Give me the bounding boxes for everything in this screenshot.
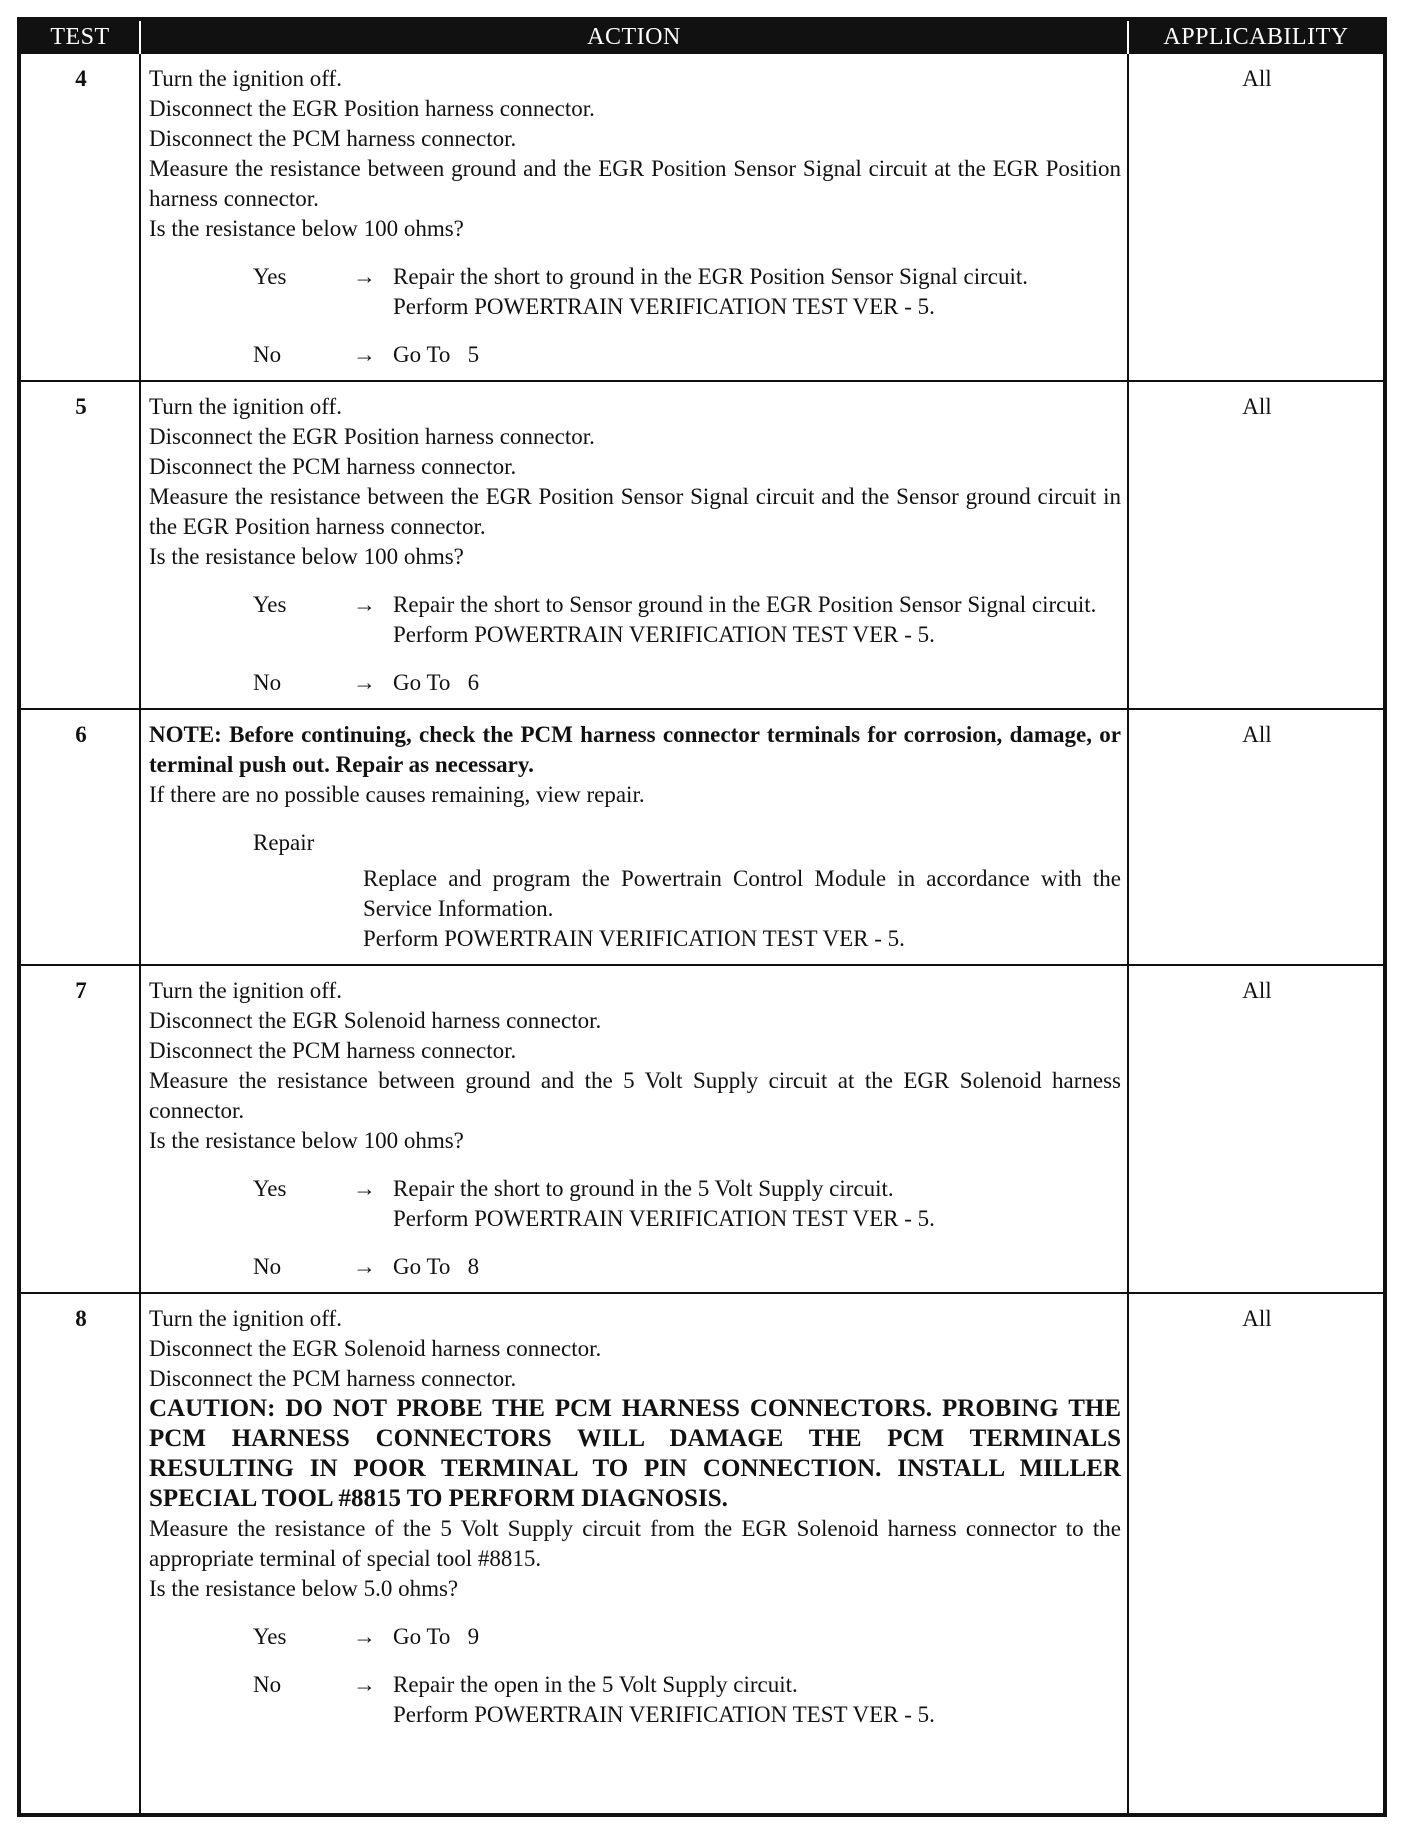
action-step: Turn the ignition off. bbox=[149, 394, 342, 419]
action-step: Turn the ignition off. bbox=[149, 978, 342, 1003]
applicability-cell: All bbox=[1128, 1293, 1383, 1813]
test-number: 6 bbox=[21, 709, 140, 965]
perform-verification: Perform POWERTRAIN VERIFICATION TEST VER - 5. bbox=[393, 1702, 935, 1727]
no-branch bbox=[149, 668, 1121, 698]
action-cell bbox=[140, 54, 1128, 381]
header-row bbox=[21, 21, 1383, 54]
arrow-icon: → bbox=[353, 264, 376, 289]
yes-action: Repair the short to ground in the 5 Volt Supply circuit. bbox=[393, 1176, 894, 1201]
yes-branch bbox=[149, 1174, 1121, 1234]
no-branch bbox=[149, 1252, 1121, 1282]
repair-action: Replace and program the Powertrain Control Module in accordance with the Service Information. bbox=[363, 866, 1121, 921]
action-step: Disconnect the EGR Solenoid harness connector. bbox=[149, 1008, 602, 1033]
action-cell bbox=[140, 381, 1128, 709]
yes-action: Repair the short to ground in the EGR Position Sensor Signal circuit. bbox=[393, 264, 1028, 289]
action-step: Disconnect the EGR Position harness connector. bbox=[149, 96, 595, 121]
action-step: Measure the resistance between ground and the EGR Position Sensor Signal circuit at the EGR Position harness connector. bbox=[149, 156, 1121, 211]
perform-verification: Perform POWERTRAIN VERIFICATION TEST VER - 5. bbox=[363, 926, 905, 951]
action-step: Turn the ignition off. bbox=[149, 66, 342, 91]
perform-verification: Perform POWERTRAIN VERIFICATION TEST VER - 5. bbox=[393, 622, 935, 647]
test-number: 5 bbox=[21, 381, 140, 709]
yes-branch bbox=[149, 590, 1121, 650]
table-row-test-8 bbox=[21, 1293, 1383, 1813]
action-step: Measure the resistance between the EGR Position Sensor Signal circuit and the Sensor ground circuit in the EGR Position harness connector. bbox=[149, 484, 1121, 539]
no-action: Go To 8 bbox=[393, 1254, 480, 1279]
action-step: Measure the resistance of the 5 Volt Supply circuit from the EGR Solenoid harness connector to the appropriate terminal of special tool #8815. bbox=[149, 1516, 1121, 1571]
applicability-cell: All bbox=[1128, 54, 1383, 381]
arrow-icon: → bbox=[353, 1672, 376, 1697]
action-question: Is the resistance below 100 ohms? bbox=[149, 544, 464, 569]
action-step: Turn the ignition off. bbox=[149, 1306, 342, 1331]
no-label: No bbox=[253, 670, 282, 695]
applicability-cell: All bbox=[1128, 709, 1383, 965]
arrow-icon: → bbox=[353, 592, 376, 617]
arrow-icon: → bbox=[353, 1176, 376, 1201]
action-cell bbox=[140, 1293, 1128, 1813]
action-question: Is the resistance below 100 ohms? bbox=[149, 216, 464, 241]
action-step: Disconnect the PCM harness connector. bbox=[149, 1038, 517, 1063]
no-action: Go To 6 bbox=[393, 670, 480, 695]
action-step: Disconnect the PCM harness connector. bbox=[149, 126, 517, 151]
test-number: 8 bbox=[21, 1293, 140, 1813]
perform-verification: Perform POWERTRAIN VERIFICATION TEST VER - 5. bbox=[393, 1206, 935, 1231]
action-step: If there are no possible causes remaining, view repair. bbox=[149, 782, 645, 807]
no-label: No bbox=[253, 342, 282, 367]
applicability-cell: All bbox=[1128, 381, 1383, 709]
no-branch bbox=[149, 1670, 1121, 1730]
yes-label: Yes bbox=[253, 1624, 287, 1649]
action-question: Is the resistance below 100 ohms? bbox=[149, 1128, 464, 1153]
table-row-test-6 bbox=[21, 709, 1383, 965]
no-branch bbox=[149, 340, 1121, 370]
action-step: Measure the resistance between ground and the 5 Volt Supply circuit at the EGR Solenoid harness connector. bbox=[149, 1068, 1121, 1123]
arrow-icon: → bbox=[353, 342, 376, 367]
no-action: Repair the open in the 5 Volt Supply circuit. bbox=[393, 1672, 798, 1697]
yes-branch bbox=[149, 1622, 1121, 1652]
action-cell bbox=[140, 965, 1128, 1293]
header-test: TEST bbox=[21, 21, 140, 54]
action-question: Is the resistance below 5.0 ohms? bbox=[149, 1576, 459, 1601]
yes-label: Yes bbox=[253, 264, 287, 289]
no-label: No bbox=[253, 1672, 282, 1697]
note-text: NOTE: Before continuing, check the PCM harness connector terminals for corrosion, damage, or terminal push out. Repair as necessary. bbox=[149, 722, 1121, 777]
applicability-cell: All bbox=[1128, 965, 1383, 1293]
action-step: Disconnect the EGR Position harness connector. bbox=[149, 424, 595, 449]
yes-action: Repair the short to Sensor ground in the EGR Position Sensor Signal circuit. bbox=[393, 592, 1097, 617]
yes-branch bbox=[149, 262, 1121, 322]
table-row-test-7 bbox=[21, 965, 1383, 1293]
no-label: No bbox=[253, 1254, 282, 1279]
header-action: ACTION bbox=[140, 21, 1128, 54]
test-number: 7 bbox=[21, 965, 140, 1293]
yes-label: Yes bbox=[253, 592, 287, 617]
perform-verification: Perform POWERTRAIN VERIFICATION TEST VER - 5. bbox=[393, 294, 935, 319]
no-action: Go To 5 bbox=[393, 342, 480, 367]
caution-text: CAUTION: DO NOT PROBE THE PCM HARNESS CONNECTORS. PROBING THE PCM HARNESS CONNECTORS WILL DAMAGE THE PCM TERMINALS RESULTING IN POOR TERMINAL TO PIN CONNECTION. INSTALL MILLER SPECIAL TOOL #8815 TO PERFORM DIAGNOSIS. bbox=[149, 1395, 1121, 1512]
table-row-test-5 bbox=[21, 381, 1383, 709]
action-step: Disconnect the PCM harness connector. bbox=[149, 454, 517, 479]
yes-action: Go To 9 bbox=[393, 1624, 480, 1649]
repair-label: Repair bbox=[253, 830, 315, 855]
test-table bbox=[21, 21, 1383, 1813]
action-step: Disconnect the PCM harness connector. bbox=[149, 1366, 517, 1391]
action-cell bbox=[140, 709, 1128, 965]
test-number: 4 bbox=[75, 66, 87, 91]
action-step: Disconnect the EGR Solenoid harness connector. bbox=[149, 1336, 602, 1361]
yes-label: Yes bbox=[253, 1176, 287, 1201]
arrow-icon: → bbox=[353, 1254, 376, 1279]
arrow-icon: → bbox=[353, 670, 376, 695]
table-row-test-4 bbox=[21, 54, 1383, 381]
arrow-icon: → bbox=[353, 1624, 376, 1649]
header-applicability: APPLICABILITY bbox=[1128, 21, 1383, 54]
diagnostic-test-table bbox=[17, 17, 1387, 1817]
